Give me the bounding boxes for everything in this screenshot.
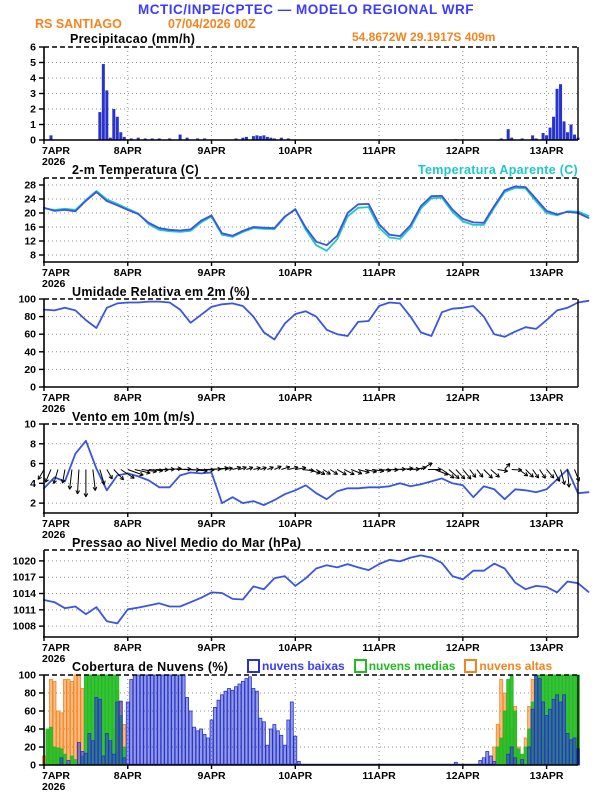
cloud-bar <box>280 735 283 765</box>
x-tick-label: 10APR <box>278 392 313 404</box>
cloud-bar <box>158 675 161 765</box>
cloud-bar <box>238 684 241 765</box>
cloud-bar <box>63 680 66 766</box>
cloud-bar <box>130 680 133 766</box>
cloud-bar <box>165 675 168 765</box>
y-tick-label: 20 <box>24 363 36 376</box>
cloud-bar <box>203 734 206 765</box>
panel-title-wind: Vento em 10m (m/s) <box>72 410 195 424</box>
cloud-bar <box>88 734 91 766</box>
x-tick-label: 13APR <box>529 145 564 157</box>
cloud-bar <box>255 691 258 765</box>
precip-bar <box>116 117 119 140</box>
y-tick-label: 6 <box>30 41 36 54</box>
x-tick-label: 7APR <box>42 770 71 782</box>
x-tick-label: 10APR <box>278 267 313 279</box>
cloud-bar <box>49 727 52 765</box>
cloud-bar <box>126 702 129 765</box>
cloud-bar <box>556 695 559 765</box>
cloud-bar <box>81 752 84 766</box>
y-tick-label: 12 <box>24 235 36 248</box>
cloud-bar <box>231 690 234 765</box>
cloud-bar <box>74 675 77 765</box>
cloud-bar <box>273 725 276 766</box>
cloud-bar <box>245 679 248 765</box>
panel-title-humidity: Umidade Relativa em 2m (%) <box>72 285 250 299</box>
x-tick-label: 13APR <box>529 267 564 279</box>
panel-title-clouds: Cobertura de Nuvens (%) <box>72 660 229 674</box>
y-tick-label: 2 <box>30 103 36 116</box>
cloud-bar <box>489 756 492 765</box>
y-tick-label: 3 <box>30 88 36 100</box>
x-year-label: 2026 <box>42 781 66 792</box>
x-year-label: 2026 <box>42 653 66 665</box>
x-tick-label: 9APR <box>197 392 226 404</box>
x-year-label: 2026 <box>42 278 66 290</box>
legend-label: nuvens altas <box>479 659 553 673</box>
cloud-bar <box>151 675 154 765</box>
cloud-bar <box>241 681 244 765</box>
y-tick-label: 100 <box>18 669 36 682</box>
cloud-bar <box>56 748 59 765</box>
y-tick-label: 6 <box>30 458 36 471</box>
x-tick-label: 11APR <box>362 642 396 654</box>
x-tick-label: 9APR <box>197 518 226 530</box>
cloud-bar <box>154 675 157 765</box>
precip-bar <box>552 117 555 140</box>
cloud-bar <box>559 702 562 765</box>
x-tick-label: 7APR <box>42 267 71 279</box>
y-tick-label: 60 <box>24 705 36 718</box>
y-tick-label: 40 <box>24 723 36 736</box>
y-tick-label: 1008 <box>12 620 36 633</box>
precip-bar <box>559 84 562 140</box>
cloud-bar <box>287 720 290 765</box>
cloud-bar <box>552 699 555 765</box>
cloud-bar <box>234 687 237 765</box>
cloud-bar <box>175 675 178 765</box>
cloud-bar <box>119 701 122 765</box>
cloud-bar <box>109 741 112 765</box>
cloud-bar <box>545 716 548 766</box>
x-tick-label: 9APR <box>197 145 226 157</box>
cloud-bar <box>207 738 210 765</box>
run-datetime-label: 07/04/2026 00Z <box>168 17 256 31</box>
cloud-bar <box>517 749 520 765</box>
y-tick-label: 1 <box>30 119 36 131</box>
cloud-bar <box>290 702 293 765</box>
cloud-bar <box>563 695 566 765</box>
cloud-bar <box>196 731 199 765</box>
x-tick-label: 10APR <box>278 145 313 157</box>
cloud-bar <box>566 734 569 766</box>
cloud-bar <box>91 741 94 765</box>
precip-bar <box>112 109 115 140</box>
cloud-bar <box>123 758 126 765</box>
x-tick-label: 7APR <box>42 392 71 404</box>
panel-pressure <box>13 550 589 665</box>
panel-title-temperature: 2-m Temperatura (C) <box>72 163 200 177</box>
y-tick-label: 100 <box>18 293 36 306</box>
y-tick-label: 4 <box>30 477 36 490</box>
x-year-label: 2026 <box>42 529 66 541</box>
x-tick-label: 10APR <box>278 642 313 654</box>
cloud-bar <box>269 729 272 765</box>
x-tick-label: 7APR <box>42 145 71 157</box>
cloud-bar <box>248 677 251 765</box>
location-label: 54.8672W 29.1917S 409m <box>352 30 496 44</box>
y-tick-label: 0 <box>30 381 36 394</box>
wind-vectors <box>38 463 579 497</box>
cloud-bar <box>549 709 552 765</box>
panel-title-apparent-temperature: Temperatura Aparente (C) <box>417 163 578 177</box>
cloud-bar <box>102 756 105 765</box>
cloud-bar <box>102 675 105 765</box>
y-tick-label: 4 <box>30 72 36 85</box>
cloud-bar <box>147 675 150 765</box>
x-tick-label: 8APR <box>113 642 142 654</box>
x-year-label: 2026 <box>42 156 66 168</box>
cloud-bar <box>133 675 136 765</box>
cloud-bar <box>542 702 545 765</box>
cloud-bar <box>570 740 573 765</box>
page-title: MCTIC/INPE/CPTEC — MODELO REGIONAL WRF <box>138 2 474 17</box>
y-tick-label: 20 <box>24 207 36 220</box>
cloud-bar <box>521 760 524 765</box>
y-tick-label: 0 <box>30 134 36 147</box>
y-tick-label: 24 <box>24 193 36 206</box>
cloud-bar <box>186 698 189 766</box>
precip-bar <box>570 125 573 141</box>
y-tick-label: 0 <box>30 759 36 772</box>
cloud-bar <box>528 747 531 765</box>
x-tick-label: 13APR <box>529 770 564 782</box>
x-tick-label: 13APR <box>529 642 564 654</box>
x-tick-label: 8APR <box>113 145 142 157</box>
cloud-bar <box>112 675 115 765</box>
cloud-bar <box>189 711 192 765</box>
x-year-label: 2026 <box>42 403 66 415</box>
cloud-bar <box>227 689 230 766</box>
panel-wind <box>24 419 588 542</box>
cloud-bar <box>524 747 527 765</box>
panel-temperature <box>24 178 588 290</box>
cloud-bar <box>137 675 140 765</box>
precip-bar <box>102 64 105 140</box>
precip-bar <box>105 90 108 140</box>
cloud-bar <box>514 711 517 765</box>
cloud-bar <box>214 707 217 765</box>
y-tick-label: 28 <box>24 179 36 192</box>
cloud-bar <box>510 747 513 765</box>
cloud-bar <box>210 720 213 765</box>
x-tick-label: 12APR <box>445 770 480 782</box>
cloud-bar <box>70 756 73 765</box>
y-tick-label: 1014 <box>12 588 36 600</box>
x-tick-label: 10APR <box>278 518 313 530</box>
y-tick-label: 16 <box>24 221 36 234</box>
cloud-bar <box>496 747 499 765</box>
cloud-bar <box>84 753 87 765</box>
cloud-bar <box>105 734 108 766</box>
precip-bar <box>179 135 182 140</box>
cloud-bar <box>63 754 66 765</box>
precip-bar <box>549 128 552 140</box>
cloud-bar <box>262 722 265 765</box>
cloud-bar <box>60 758 63 765</box>
x-tick-label: 11APR <box>362 267 396 279</box>
cloud-bar <box>224 691 227 765</box>
x-tick-label: 9APR <box>197 770 226 782</box>
cloud-bar <box>507 680 510 766</box>
x-tick-label: 11APR <box>362 770 396 782</box>
cloud-bar <box>70 681 73 765</box>
station-label: RS SANTIAGO <box>35 17 122 31</box>
cloud-bar <box>140 675 143 765</box>
cloud-bar <box>503 711 506 765</box>
cloud-bar <box>172 675 175 765</box>
y-tick-label: 10 <box>24 418 36 431</box>
x-tick-label: 12APR <box>445 267 480 279</box>
x-tick-label: 8APR <box>113 267 142 279</box>
cloud-bar <box>77 743 80 766</box>
cloud-bar <box>535 675 538 765</box>
x-tick-label: 13APR <box>529 518 564 530</box>
x-tick-label: 11APR <box>362 518 396 530</box>
humidity-line <box>44 301 589 340</box>
panel-humidity <box>18 294 588 416</box>
y-tick-label: 20 <box>24 741 36 754</box>
cloud-bar <box>221 695 224 765</box>
precip-bar <box>119 132 122 140</box>
cloud-bar <box>276 731 279 765</box>
cloud-bar <box>182 675 185 765</box>
x-tick-label: 12APR <box>445 392 480 404</box>
cloud-bar <box>46 729 49 765</box>
precip-bar <box>573 135 576 140</box>
y-tick-label: 1011 <box>13 604 36 617</box>
panel-title-pressure: Pressao ao Nivel Medio do Mar (hPa) <box>72 536 302 550</box>
x-tick-label: 12APR <box>445 145 480 157</box>
cloud-bar <box>84 675 87 765</box>
y-tick-label: 80 <box>24 311 36 324</box>
x-tick-label: 13APR <box>529 392 564 404</box>
x-tick-label: 11APR <box>362 145 396 157</box>
legend-label: nuvens baixas <box>262 659 345 673</box>
cloud-bar <box>193 727 196 765</box>
cloud-bar <box>283 745 286 765</box>
precip-bar <box>556 89 559 140</box>
y-tick-label: 8 <box>30 249 36 262</box>
x-tick-label: 8APR <box>113 392 142 404</box>
cloud-bar <box>200 729 203 765</box>
cloud-bar <box>482 758 485 765</box>
cloud-bar <box>507 754 510 765</box>
x-tick-label: 7APR <box>42 518 71 530</box>
precip-bar <box>563 121 566 140</box>
cloud-bar <box>538 679 541 765</box>
y-tick-label: 40 <box>24 346 36 359</box>
cloud-bar <box>252 689 255 766</box>
cloud-bar <box>573 738 576 765</box>
y-tick-label: 80 <box>24 687 36 700</box>
cloud-bar <box>168 675 171 765</box>
cloud-bar <box>95 698 98 766</box>
cloud-bar <box>500 738 503 765</box>
pressure-line <box>44 555 589 623</box>
precip-bar <box>507 129 510 140</box>
cloud-bar <box>486 752 489 766</box>
cloud-bar <box>67 680 70 766</box>
x-tick-label: 9APR <box>197 267 226 279</box>
y-tick-label: 2 <box>30 497 36 510</box>
panel-clouds <box>18 670 579 792</box>
y-tick-label: 1017 <box>12 571 36 584</box>
wind-arrow <box>442 469 454 478</box>
cloud-bar <box>116 702 119 765</box>
cloud-bar <box>514 758 517 765</box>
y-tick-label: 1020 <box>12 555 36 568</box>
y-tick-label: 60 <box>24 328 36 341</box>
legend-label: nuvens medias <box>368 659 456 673</box>
precip-bar <box>98 112 101 140</box>
wind-arrow <box>484 469 493 478</box>
x-tick-label: 12APR <box>445 642 480 654</box>
cloud-bar <box>294 736 297 765</box>
x-tick-label: 8APR <box>113 770 142 782</box>
panel-title-precipitation: Precipitacao (mm/h) <box>70 32 196 46</box>
cloud-bar <box>266 745 269 765</box>
x-tick-label: 8APR <box>113 518 142 530</box>
panel-precipitation <box>30 42 579 169</box>
cloud-bar <box>531 709 534 765</box>
temperature-line <box>44 186 589 245</box>
precip-bar <box>542 133 545 140</box>
x-tick-label: 10APR <box>278 770 313 782</box>
cloud-bar <box>161 675 164 765</box>
cloud-bar <box>53 747 56 765</box>
cloud-bar <box>74 760 77 765</box>
cloud-bar <box>112 754 115 765</box>
cloud-bar <box>217 700 220 765</box>
cloud-bar <box>179 675 182 765</box>
y-tick-label: 5 <box>30 57 36 69</box>
y-tick-label: 8 <box>30 438 36 451</box>
precip-bar <box>566 132 569 140</box>
x-tick-label: 9APR <box>197 642 226 654</box>
x-tick-label: 11APR <box>362 392 396 404</box>
cloud-bar <box>144 675 147 765</box>
wind-arrow <box>77 469 78 493</box>
x-tick-label: 12APR <box>445 518 480 530</box>
cloud-bar <box>98 699 101 765</box>
cloud-bar <box>259 718 262 765</box>
x-tick-label: 7APR <box>42 642 71 654</box>
